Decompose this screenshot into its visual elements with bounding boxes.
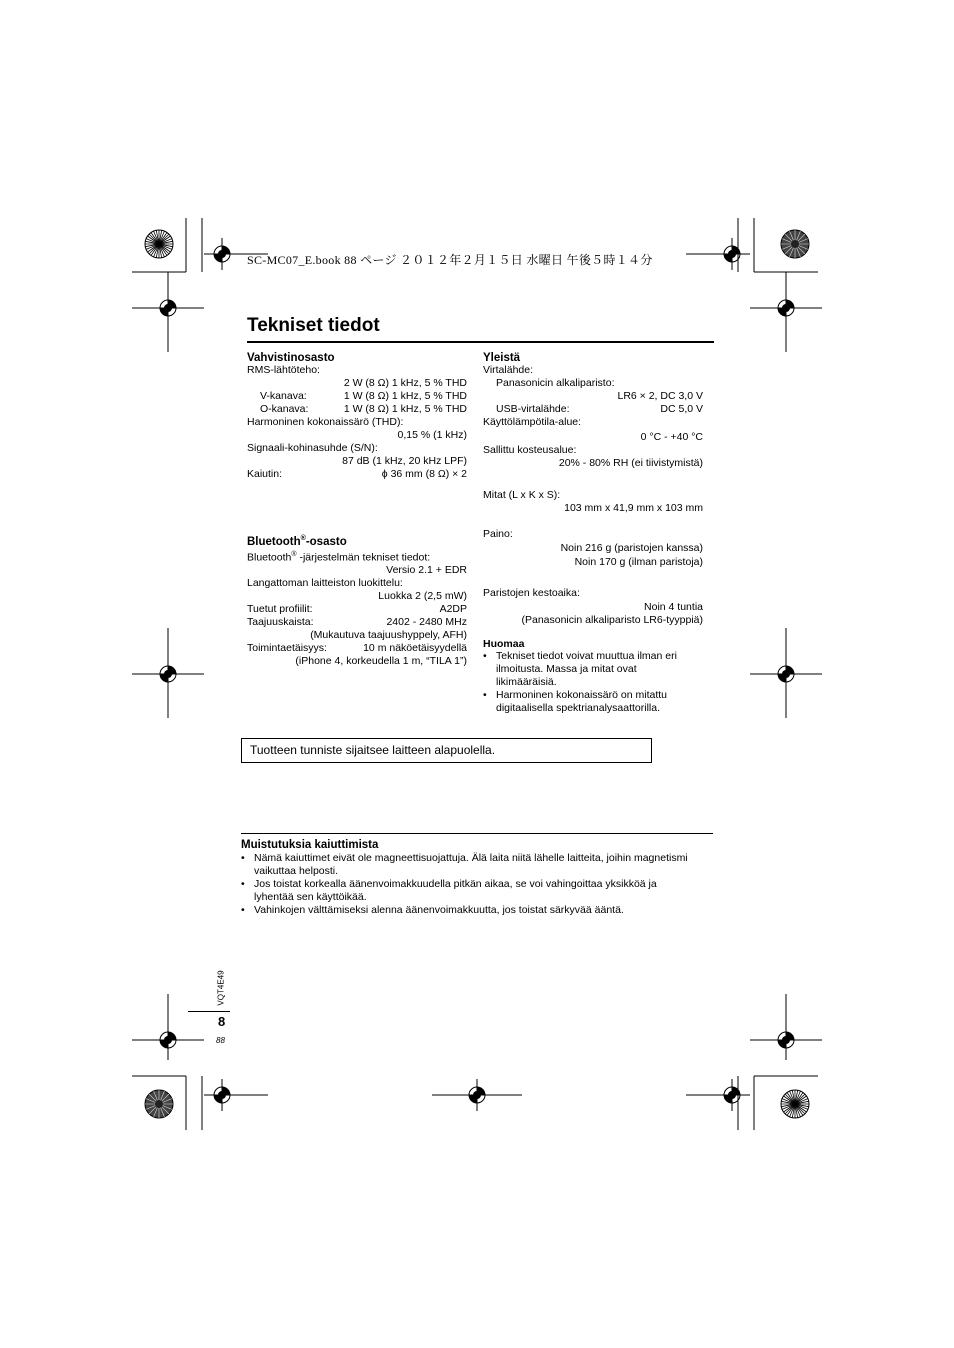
- bt-range-row: [247, 642, 467, 655]
- speaker-label: Kaiutin:: [247, 468, 283, 480]
- right-channel-row: [247, 403, 467, 416]
- bt-freq-label: Taajuuskaista:: [247, 616, 314, 629]
- battlife-value: Noin 4 tuntia: [644, 601, 703, 613]
- bt-class-label: Langattoman laitteiston luokittelu:: [247, 577, 403, 590]
- amp-heading: Vahvistinosasto: [247, 352, 335, 364]
- model-code: VQT4E49: [216, 970, 226, 1006]
- right-channel-label: O-kanava:: [260, 403, 309, 415]
- bt-freq-row: [247, 616, 467, 629]
- speakers-rule: [241, 833, 713, 834]
- bt-spec-label: [247, 548, 467, 565]
- footer-rule: [188, 1011, 230, 1012]
- sub-page-number: 88: [216, 1036, 225, 1045]
- bt-range-value: 10 m näköetäisyydellä: [363, 642, 467, 655]
- general-section: [483, 352, 703, 627]
- battery-label: Panasonicin alkaliparisto:: [496, 377, 615, 389]
- speaker-line: Vahinkojen välttämiseksi alenna äänenvoimakkuutta, jos toistat särkyvää ääntä.: [254, 904, 624, 916]
- temp-value: 0 °C - +40 °C: [640, 431, 703, 443]
- bluetooth-heading-post: -osasto: [305, 535, 347, 548]
- usb-value: DC 5,0 V: [660, 403, 703, 415]
- battery-value: LR6 × 2, DC 3,0 V: [617, 390, 703, 402]
- page-title: Tekniset tiedot: [247, 315, 380, 336]
- thd-value: 0,15 % (1 kHz): [397, 429, 467, 441]
- weight-with: Noin 216 g (paristojen kanssa): [560, 542, 703, 554]
- bt-class-value: Luokka 2 (2,5 mW): [378, 590, 467, 603]
- battlife-note: (Panasonicin alkaliparisto LR6-tyyppiä): [521, 614, 703, 626]
- bt-range-label: Toimintaetäisyys:: [247, 642, 327, 655]
- temp-label: Käyttölämpötila-alue:: [483, 416, 582, 428]
- bt-profiles-row: [247, 603, 467, 616]
- power-label: Virtalähde:: [483, 364, 534, 376]
- note-section: [483, 638, 708, 715]
- speakers-section: [241, 839, 716, 917]
- bluetooth-heading: [247, 535, 467, 548]
- speaker-line: Nämä kaiuttimet eivät ole magneettisuojattuja. Älä laita niitä lähelle laitteita, joihin magnetismi: [254, 852, 688, 864]
- product-id-box: [241, 738, 652, 763]
- product-id-text: Tuotteen tunniste sijaitsee laitteen alapuolella.: [250, 743, 496, 757]
- bluetooth-section: [247, 535, 467, 668]
- amp-section: [247, 352, 467, 481]
- rms-label: RMS-lähtöteho:: [247, 364, 320, 376]
- note-heading: Huomaa: [483, 638, 525, 650]
- left-channel-label: V-kanava:: [260, 390, 307, 402]
- speaker-line: lyhentää sen käyttöikää.: [254, 891, 367, 903]
- speaker-line: Jos toistat korkealla äänenvoimakkuudella pitkän aikaa, se voi vahingoittaa yksikköä ja: [254, 878, 657, 890]
- bullet-icon: •: [241, 904, 245, 916]
- note-line: Harmoninen kokonaissärö on mitattu: [496, 689, 668, 701]
- title-rule: [247, 341, 714, 343]
- speaker-item: [241, 904, 716, 917]
- speakers-heading: Muistutuksia kaiuttimista: [241, 839, 379, 851]
- speaker-row: [247, 468, 467, 481]
- speaker-item: [241, 878, 716, 904]
- bullet-icon: •: [483, 689, 487, 701]
- bt-spec-pre: Bluetooth: [247, 551, 292, 564]
- bullet-icon: •: [241, 852, 245, 864]
- speaker-value: ϕ 36 mm (8 Ω) × 2: [381, 468, 467, 480]
- book-header: SC-MC07_E.book 88 ページ ２０１２年２月１５日 水曜日 午後５時１４分: [247, 253, 653, 267]
- model-code-wrap: [214, 967, 228, 1009]
- bt-spec-post: -järjestelmän tekniset tiedot:: [296, 551, 431, 564]
- registered-mark: ®: [291, 550, 297, 558]
- bt-range-note: (iPhone 4, korkeudella 1 m, “TILA 1”): [295, 655, 467, 668]
- sn-value: 87 dB (1 kHz, 20 kHz LPF): [342, 455, 467, 467]
- sn-label: Signaali-kohinasuhde (S/N):: [247, 442, 378, 454]
- usb-row: [483, 403, 703, 416]
- speaker-line: vaikuttaa helposti.: [254, 865, 339, 877]
- dims-label: Mitat (L x K x S):: [483, 489, 561, 501]
- right-channel-value: 1 W (8 Ω) 1 kHz, 5 % THD: [343, 403, 467, 415]
- humidity-value: 20% - 80% RH (ei tiivistymistä): [558, 457, 703, 469]
- weight-without: Noin 170 g (ilman paristoja): [574, 556, 703, 568]
- note-line: Tekniset tiedot voivat muuttua ilman eri: [496, 650, 677, 662]
- dims-value: 103 mm x 41,9 mm x 103 mm: [564, 502, 703, 514]
- bluetooth-heading-pre: Bluetooth: [247, 535, 301, 548]
- rms-total: 2 W (8 Ω) 1 kHz, 5 % THD: [343, 377, 467, 389]
- thd-label: Harmoninen kokonaissärö (THD):: [247, 416, 404, 428]
- note-item: [483, 689, 708, 715]
- left-channel-row: [247, 390, 467, 403]
- note-line: ilmoitusta. Massa ja mitat ovat: [496, 663, 637, 675]
- humidity-label: Sallittu kosteusalue:: [483, 444, 577, 456]
- usb-label: USB-virtalähde:: [496, 403, 570, 415]
- left-channel-value: 1 W (8 Ω) 1 kHz, 5 % THD: [343, 390, 467, 402]
- registered-mark: ®: [300, 535, 306, 542]
- bt-freq-note: (Mukautuva taajuushyppely, AFH): [310, 629, 467, 642]
- bt-freq-value: 2402 - 2480 MHz: [386, 616, 467, 629]
- general-heading: Yleistä: [483, 352, 521, 364]
- bullet-icon: •: [241, 878, 245, 890]
- battlife-label: Paristojen kestoaika:: [483, 587, 580, 599]
- weight-label: Paino:: [483, 528, 513, 540]
- bullet-icon: •: [483, 650, 487, 662]
- note-line: digitaalisella spektrianalysaattorilla.: [496, 702, 661, 714]
- page-number: 8: [218, 1014, 226, 1029]
- note-line: likimääräisiä.: [496, 676, 557, 688]
- bt-spec-value: Versio 2.1 + EDR: [386, 564, 467, 577]
- note-item: [483, 650, 708, 689]
- bt-profiles-value: A2DP: [439, 603, 467, 616]
- bt-profiles-label: Tuetut profiilit:: [247, 603, 313, 616]
- speaker-item: [241, 852, 716, 878]
